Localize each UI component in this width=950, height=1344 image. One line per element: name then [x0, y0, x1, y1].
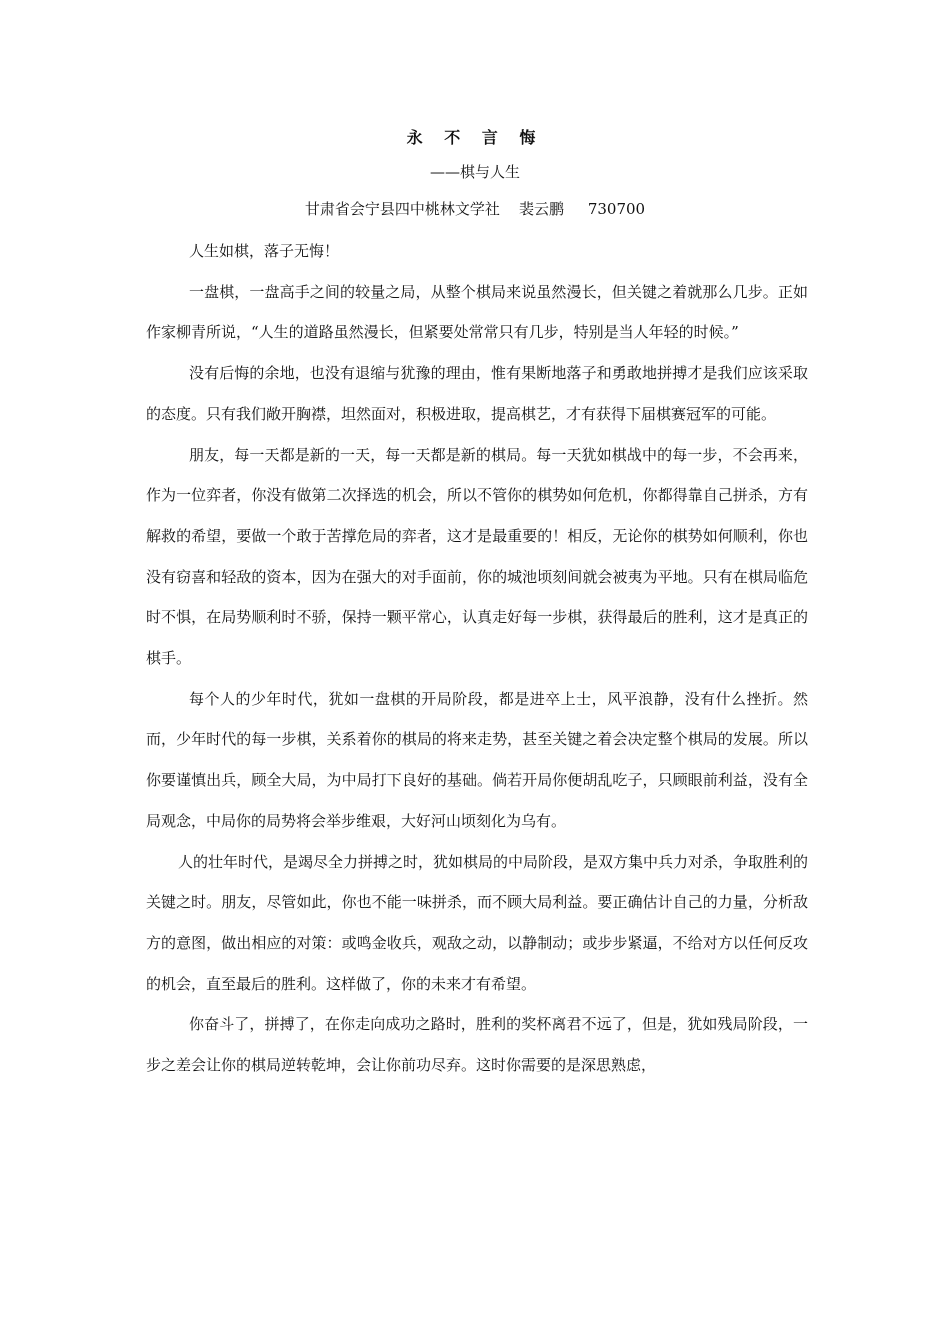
document-title: 永 不 言 悔 [406, 128, 544, 147]
document-body [146, 231, 808, 1086]
document-byline: 甘肃省会宁县四中桃林文学社 裴云鹏 730700 [304, 200, 646, 218]
paragraph: 人的壮年时代，是竭尽全力拼搏之时，犹如棋局的中局阶段，是双方集中兵力对杀，争取胜利的关键之时。朋友，尽管如此，你也不能一味拼杀，而不顾大局利益。要正确估计自己的力量，分析敌方的意图，做出相应的对策：或鸣金收兵，观敌之动，以静制动；或步步紧逼，不给对方以任何反攻的机会，直至最后的胜利。这样做了，你的未来才有希望。 [146, 852, 809, 993]
paragraph: 你奋斗了，拼搏了，在你走向成功之路时，胜利的奖杯离君不远了，但是，犹如残局阶段，一步之差会让你的棋局逆转乾坤，会让你前功尽弃。这时你需要的是深思熟虑， [146, 1015, 808, 1075]
paragraph: 一盘棋，一盘高手之间的较量之局，从整个棋局来说虽然漫长，但关键之着就那么几步。正如作家柳青所说，“人生的道路虽然漫长，但紧要处常常只有几步，特别是当人年轻的时候。” [146, 282, 808, 342]
paragraph: 朋友，每一天都是新的一天，每一天都是新的棋局。每一天犹如棋战中的每一步，不会再来，作为一位弈者，你没有做第二次择选的机会，所以不管你的棋势如何危机，你都得靠自己拼杀，方有解救的希望，要做一个敢于苦撑危局的弈者，这才是最重要的！相反，无论你的棋势如何顺利，你也没有窃喜和轻敌的资本，因为在强大的对手面前，你的城池顷刻间就会被夷为平地。只有在棋局临危时不惧，在局势顺利时不骄，保持一颗平常心，认真走好每一步棋，获得最后的胜利，这才是真正的棋手。 [146, 445, 808, 668]
document-subtitle: ——棋与人生 [429, 163, 520, 181]
paragraph: 每个人的少年时代，犹如一盘棋的开局阶段，都是进卒上士，风平浪静，没有什么挫折。然而，少年时代的每一步棋，关系着你的棋局的将来走势，甚至关键之着会决定整个棋局的发展。所以你要谨慎出兵，顾全大局，为中局打下良好的基础。倘若开局你便胡乱吃子，只顾眼前利益，没有全局观念，中局你的局势将会举步维艰，大好河山顷刻化为乌有。 [146, 689, 808, 830]
paragraph: 人生如棋，落子无悔！ [189, 242, 340, 260]
paragraph: 没有后悔的余地，也没有退缩与犹豫的理由，惟有果断地落子和勇敢地拼搏才是我们应该采取的态度。只有我们敞开胸襟，坦然面对，积极进取，提高棋艺，才有获得下届棋赛冠军的可能。 [146, 364, 808, 423]
